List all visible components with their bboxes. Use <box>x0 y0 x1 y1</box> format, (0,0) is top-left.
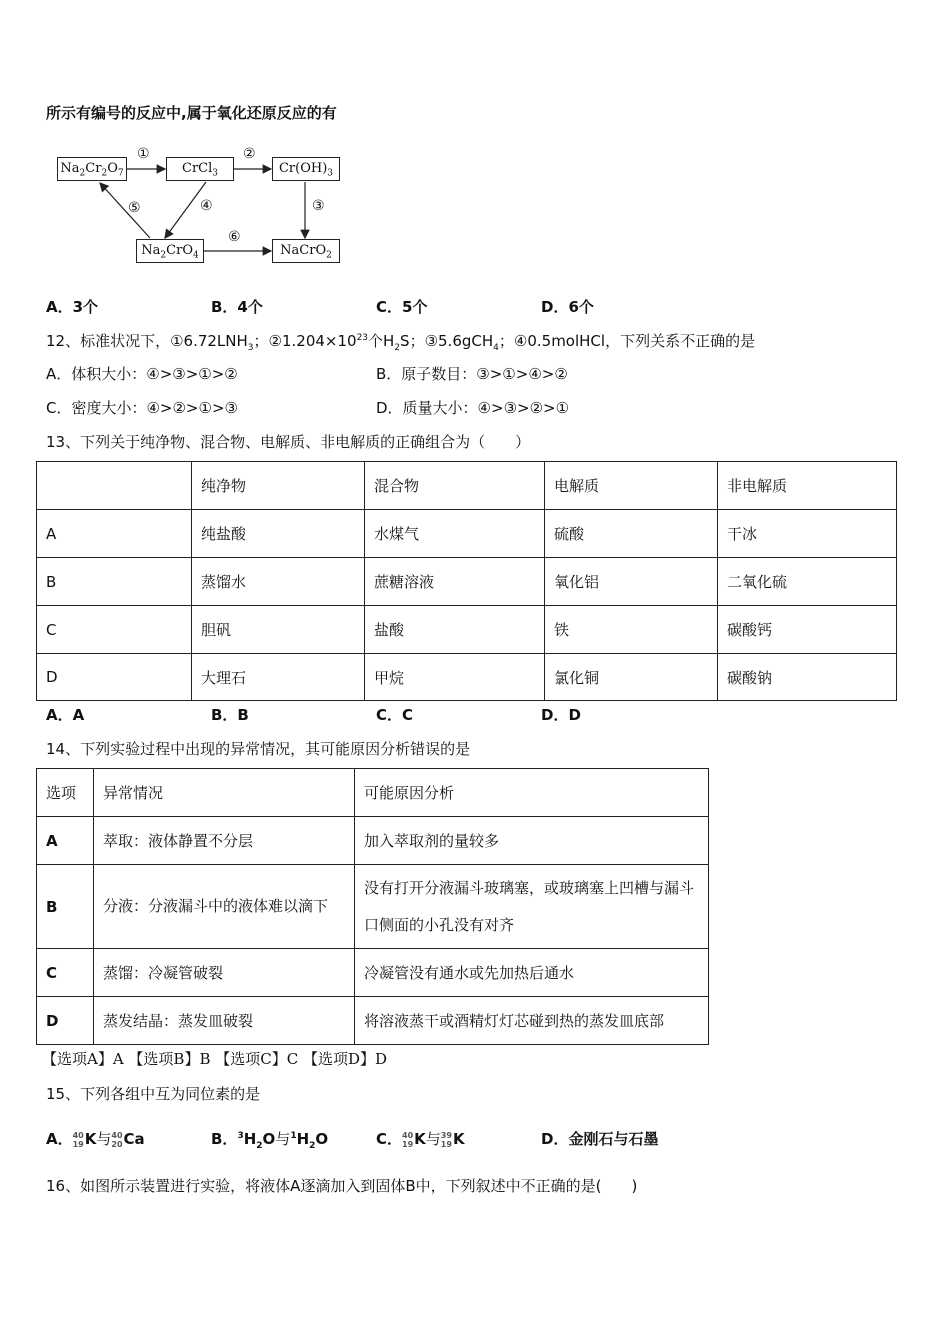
table-cell: 盐酸 <box>365 606 545 654</box>
intro-text: 所示有编号的反应中,属于氧化还原反应的有 <box>46 104 337 122</box>
table-row <box>37 606 897 654</box>
arrow-5 <box>100 183 150 238</box>
q13-table <box>36 461 897 701</box>
q13-header-cell <box>37 462 192 510</box>
table-cell: 蒸馏水 <box>192 558 365 606</box>
q15-stem: 15、下列各组中互为同位素的是 <box>46 1085 261 1103</box>
q11-option-a[interactable]: A．3个 <box>46 298 99 316</box>
table-cell: 氯化铜 <box>545 654 718 701</box>
q14-header-cell: 可能原因分析 <box>355 769 709 817</box>
table-cell: D <box>37 654 192 701</box>
table-cell: 干冰 <box>718 510 897 558</box>
table-cell: 水煤气 <box>365 510 545 558</box>
table-cell: 大理石 <box>192 654 365 701</box>
table-cell: 蒸馏：冷凝管破裂 <box>94 949 355 997</box>
diagram-arrows <box>0 0 400 300</box>
table-cell: 硫酸 <box>545 510 718 558</box>
q13-header-cell: 电解质 <box>545 462 718 510</box>
table-cell: B <box>37 558 192 606</box>
q14-header-cell: 异常情况 <box>94 769 355 817</box>
q14-header-row <box>37 769 709 817</box>
table-cell: 分液：分液漏斗中的液体难以滴下 <box>94 865 355 949</box>
label-4: ④ <box>200 198 213 214</box>
q13-header-cell: 纯净物 <box>192 462 365 510</box>
table-cell: 铁 <box>545 606 718 654</box>
q15-option-b[interactable]: B．$^3H_2O$与$^1H_2O$ <box>211 1130 329 1151</box>
table-cell: A <box>37 510 192 558</box>
table-cell: D <box>37 997 94 1045</box>
table-cell: 萃取：液体静置不分层 <box>94 817 355 865</box>
table-row <box>37 654 897 701</box>
q14-stem: 14、下列实验过程中出现的异常情况，其可能原因分析错误的是 <box>46 740 471 758</box>
q13-option-c[interactable]: C．C <box>376 706 414 724</box>
table-row <box>37 997 709 1045</box>
q11-option-c[interactable]: C．5个 <box>376 298 428 316</box>
table-cell: 蒸发结晶：蒸发皿破裂 <box>94 997 355 1045</box>
label-2: ② <box>243 146 256 162</box>
q12-option-d[interactable]: D．质量大小：④>③>②>① <box>376 399 570 417</box>
table-row <box>37 865 709 949</box>
table-cell: A <box>37 817 94 865</box>
q13-option-b[interactable]: B．B <box>211 706 249 724</box>
q14-table <box>36 768 709 1045</box>
q12-stem: 12、标准状况下，$①6.72LNH_3$；$②1.204\times 10^{23}$个$H_2S$；③5.6gCH$_4$；④0.5molHCl，下列关系不正确的是 <box>46 332 756 353</box>
box-nacro2: NaCrO$_2$ <box>272 239 340 263</box>
q12-option-a[interactable]: A．体积大小：④>③>①>② <box>46 365 238 383</box>
q12-option-c[interactable]: C．密度大小：④>②>①>③ <box>46 399 238 417</box>
table-cell: 没有打开分液漏斗玻璃塞，或玻璃塞上凹槽与漏斗口侧面的小孔没有对齐 <box>355 865 709 949</box>
label-1: ① <box>137 146 150 162</box>
table-cell: 甲烷 <box>365 654 545 701</box>
q14-answer-line: 【选项A】A 【选项B】B 【选项C】C 【选项D】D <box>42 1050 388 1068</box>
table-row <box>37 558 897 606</box>
table-cell: 碳酸钙 <box>718 606 897 654</box>
q15-option-a[interactable]: A． 40 19 K与 40 20 Ca <box>46 1130 145 1149</box>
table-row <box>37 949 709 997</box>
q12-option-b[interactable]: B．原子数目：③>①>④>② <box>376 365 568 383</box>
table-cell: 氧化铝 <box>545 558 718 606</box>
q13-header-row <box>37 462 897 510</box>
box-na2cro4: $Na_2CrO_4$ <box>136 239 204 263</box>
q13-option-d[interactable]: D．D <box>541 706 581 724</box>
table-cell: B <box>37 865 94 949</box>
q13-header-cell: 混合物 <box>365 462 545 510</box>
q15-option-c[interactable]: C． 40 19 K与 39 19 K <box>376 1130 465 1149</box>
box-na2cr2o7: $Na_2Cr_2O_7$ <box>57 157 127 181</box>
table-row <box>37 817 709 865</box>
label-3: ③ <box>312 198 325 214</box>
box-croh3: $Cr(OH)_3$ <box>272 157 340 181</box>
q11-option-b[interactable]: B．4个 <box>211 298 263 316</box>
table-cell: 二氧化硫 <box>718 558 897 606</box>
table-cell: 碳酸钠 <box>718 654 897 701</box>
q16-stem: 16、如图所示装置进行实验，将液体A逐滴加入到固体B中，下列叙述中不正确的是( ) <box>46 1177 638 1195</box>
table-row <box>37 510 897 558</box>
table-cell: 纯盐酸 <box>192 510 365 558</box>
q14-header-cell: 选项 <box>37 769 94 817</box>
table-cell: 冷凝管没有通水或先加热后通水 <box>355 949 709 997</box>
table-cell: C <box>37 606 192 654</box>
table-cell: 将溶液蒸干或酒精灯灯芯碰到热的蒸发皿底部 <box>355 997 709 1045</box>
label-6: ⑥ <box>228 229 241 245</box>
box-crcl3: CrCl$_3$ <box>166 157 234 181</box>
table-cell: 胆矾 <box>192 606 365 654</box>
table-cell: 加入萃取剂的量较多 <box>355 817 709 865</box>
label-5: ⑤ <box>128 200 141 216</box>
q13-stem: 13、下列关于纯净物、混合物、电解质、非电解质的正确组合为（ ） <box>46 433 531 451</box>
q11-option-d[interactable]: D．6个 <box>541 298 594 316</box>
table-cell: 蔗糖溶液 <box>365 558 545 606</box>
q13-option-a[interactable]: A．A <box>46 706 85 724</box>
q13-header-cell: 非电解质 <box>718 462 897 510</box>
table-cell: C <box>37 949 94 997</box>
q15-option-d[interactable]: D．金刚石与石墨 <box>541 1130 659 1148</box>
